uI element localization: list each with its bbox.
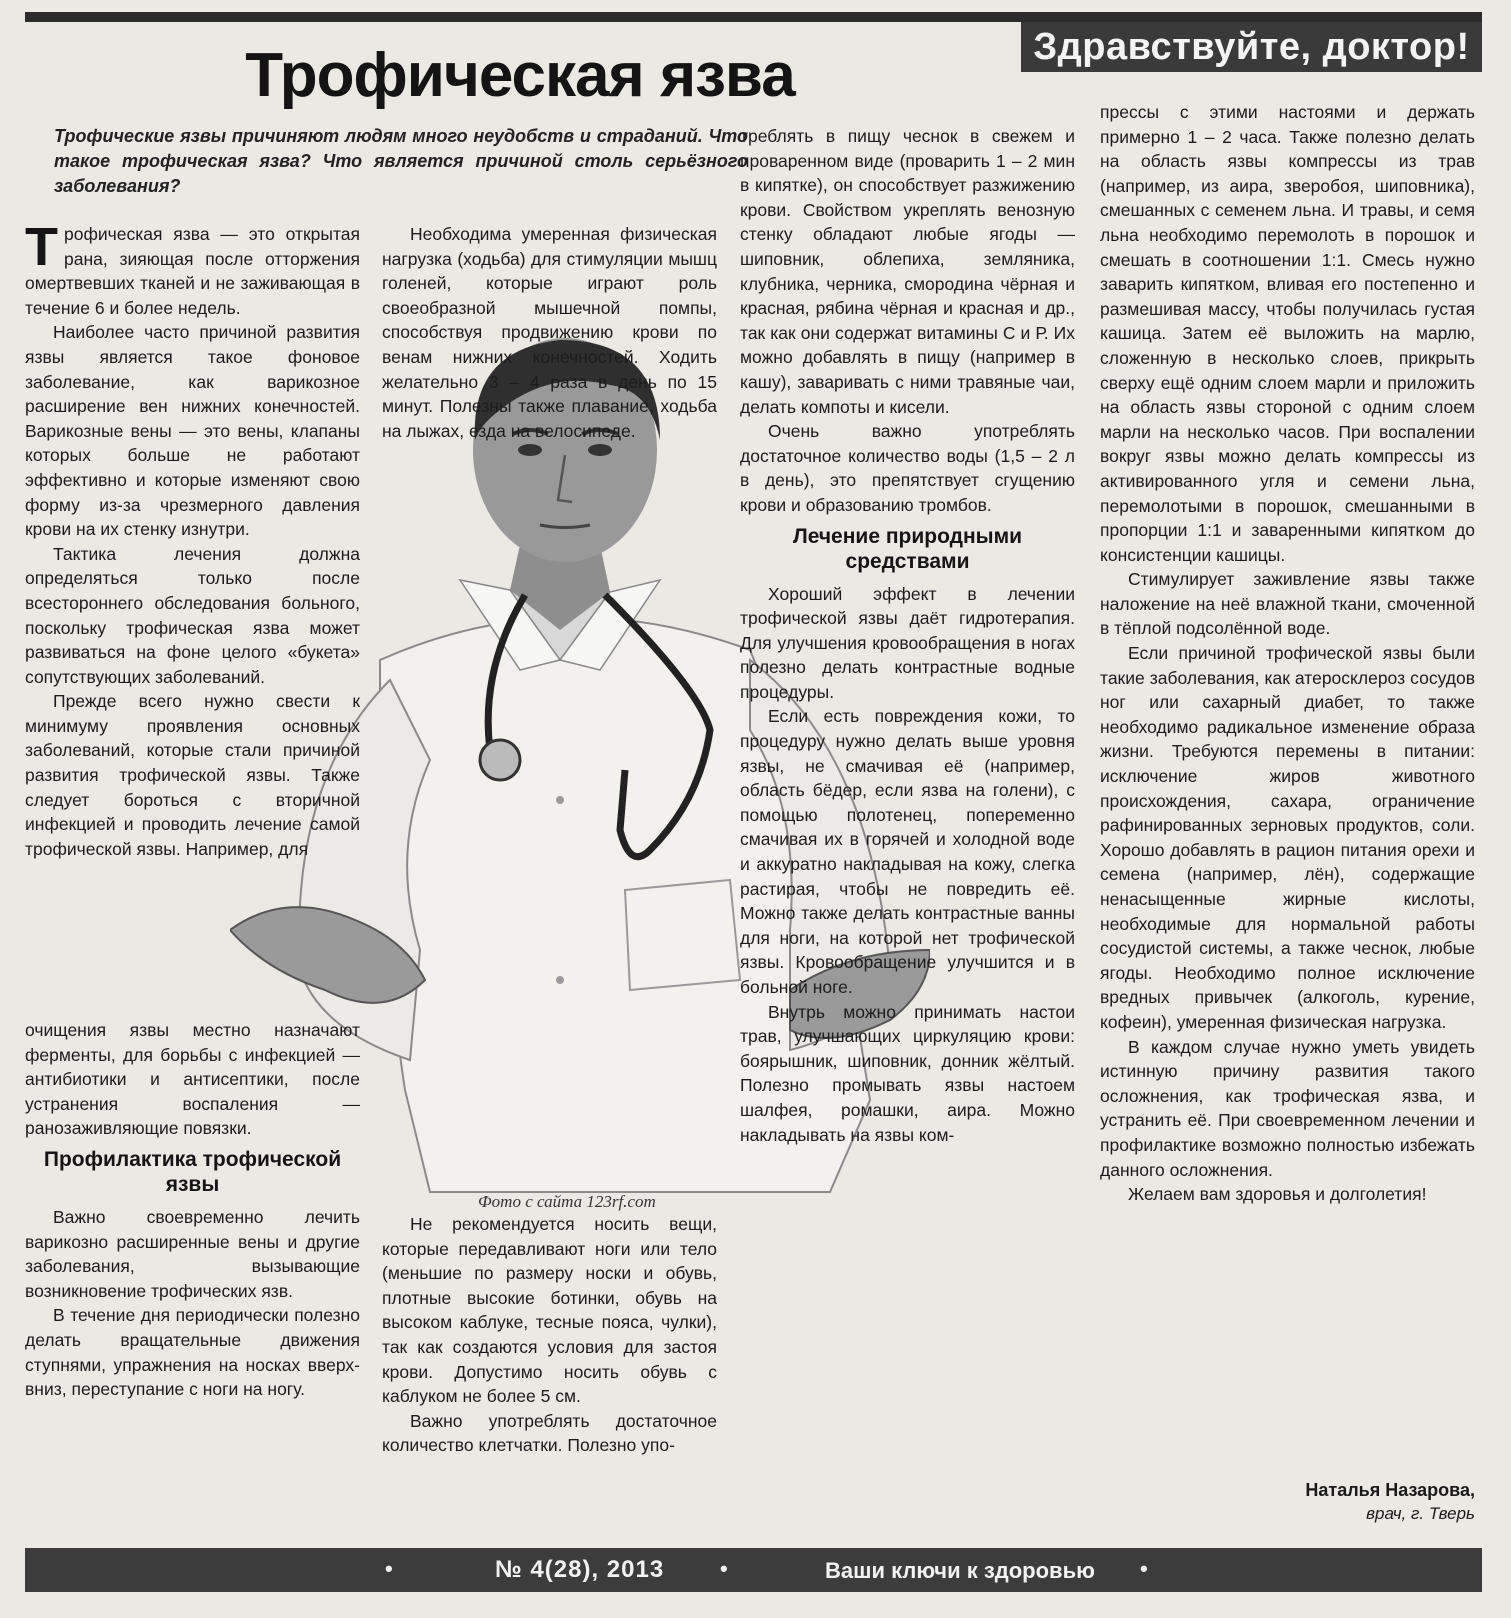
- drop-cap: Т: [25, 217, 58, 277]
- col3-paragraph-3: Хороший эффект в лечении трофической язвы даёт гидротерапия. Для улучшения кровообращения в ногах полезно делать контрастные водные процедуры.: [740, 583, 1075, 702]
- col2-paragraph-3: Важно употреблять достаточное количество клетчатки. Полезно упо-: [382, 1410, 717, 1456]
- photo-credit: Фото с сайта 123rf.com: [478, 1192, 656, 1211]
- heading-prophylaxis: Профилактика трофической язвы: [43, 1147, 342, 1196]
- headline: Трофическая язва: [245, 41, 795, 110]
- top-rule: [25, 12, 1482, 22]
- bullet-icon: •: [385, 1556, 393, 1581]
- col1-paragraph-5: очищения язвы местно назначают ферменты, для борьбы с инфекцией — антибиотики и антисептики, после устранения воспаления — ранозаживляющие повязки.: [25, 1020, 360, 1139]
- col4-paragraph-1: прессы с этими настоями и держать примерно 1 – 2 часа. Также полезно делать на область язвы компрессы из трав (например, из аира, зверобоя, шиповника), смешанных с семенем льна. И травы, и семя льна необходимо перемолоть в порошок и смешать в соотношении 1:1. Смесь нужно заварить кипятком, вливая его постепенно и размешивая массу, чтобы получилась густая кашица. Затем её выложить на марлю, сложенную в несколько слоев, прикрыть сверху ещё одним слоем марли и приложить на область язвы стороной с одним слоем марли на несколько часов. При воспалении вокруг язвы можно делать компрессы из активированного угля и семени льна, перемолотыми в порошок, смешанными в пропорции 1:1 и заваренными кипятком до консистенции кашицы.: [1100, 102, 1475, 565]
- author-role: врач, г. Тверь: [1366, 1504, 1475, 1523]
- col1-paragraph-2: Наиболее часто причиной развития язвы является такое фоновое заболевание, как варикозное расширение вен нижних конечностей. Варикозные вены — это вены, клапаны которых больше не работают эффективно и которые изменяют свою форму из-за чрезмерного давления крови на их стенку изнутри.: [25, 322, 360, 540]
- col4-paragraph-4: В каждом случае нужно уметь увидеть истинную причину развития такого осложнения, как трофическая язва, и устранить её. При своевременном лечении и профилактике возможно полностью избежать данного осложнения.: [1100, 1036, 1475, 1180]
- lead-paragraph: Трофические язвы причиняют людям много неудобств и страданий. Что такое трофическая язва? Что является причиной столь серьёзного заболевания?: [54, 126, 748, 196]
- column-2: [382, 222, 717, 443]
- col1-paragraph-1: рофическая язва — это открытая рана, зияющая после отторжения омертвевших тканей и не заживающая в течение 6 и более недель.: [25, 224, 360, 318]
- col1-paragraph-3: Тактика лечения должна определяться только после всестороннего обследования больного, поскольку трофическая язва может развиваться на фоне целого «букета» сопутствующих заболеваний.: [25, 543, 360, 687]
- column-4: [1100, 100, 1475, 1207]
- bullet-icon: •: [720, 1556, 728, 1581]
- col3-paragraph-4: Если есть повреждения кожи, то процедуру нужно делать выше уровня язвы, не смачивая её (например, область бёдер, если язва на голени), с помощью полотенец, попеременно смачивая их в горячей и холодной воде и аккуратно накладывая на кожу, слегка растирая, чтобы не повредить её. Можно также делать контрастные ванны для ноги, на которой нет трофической язвы. Кровообращение улучшится и в больной ноге.: [740, 706, 1075, 997]
- author-signature: [1130, 1478, 1475, 1526]
- col4-paragraph-3: Если причиной трофической язвы были такие заболевания, как атеросклероз сосудов ног или сахарный диабет, то также необходимо радикальное изменение образа жизни. Требуются перемены в питании: исключение жиров животного происхождения, сахара, ограничение рафинированных зерновых продуктов, соли. Хорошо добавлять в рацион питания орехи и семена (например, лён), содержащие ненасыщенные жирные кислоты, необходимые для нормальной работы сосудистой системы, а также чеснок, любые ягоды. Необходимо полное исключение вредных привычек (алкоголь, курение, кофеин), умеренная физическая нагрузка.: [1100, 643, 1475, 1032]
- rubric-banner: Здравствуйте, доктор!: [1021, 22, 1482, 72]
- column-2-bottom: [382, 1212, 717, 1458]
- col1-paragraph-7: В течение дня периодически полезно делать вращательные движения ступнями, упражнения на носках вверх-вниз, переступание с ноги на ногу.: [25, 1305, 360, 1400]
- col3-paragraph-5: Внутрь можно принимать настои трав, улучшающих циркуляцию крови: боярышник, шиповник, донник жёлтый. Полезно промывать язвы настоем шалфея, ромашки, аира. Можно накладывать на язвы ком-: [740, 1001, 1075, 1145]
- footer-slogan: Ваши ключи к здоровью: [825, 1558, 1095, 1583]
- author-name: Наталья Назарова,: [1305, 1480, 1475, 1500]
- footer-bar: [25, 1548, 1482, 1592]
- heading-natural-remedies: Лечение природными средствами: [792, 524, 1023, 573]
- col3-paragraph-2: Очень важно употреблять достаточное количество воды (1,5 – 2 л в день), это препятствует сгущению крови и образованию тромбов.: [740, 421, 1075, 515]
- bullet-icon: •: [1140, 1556, 1148, 1581]
- column-3: [740, 124, 1075, 1147]
- issue-number: № 4(28), 2013: [495, 1556, 665, 1583]
- col2-paragraph-1: Необходима умеренная физическая нагрузка (ходьба) для стимуляции мышц голеней, которые играют роль своеобразной мышечной помпы, способствуя продвижению крови по венам нижних конечностей. Ходить желательно 3 – 4 раза в день по 15 минут. Полезны также плавание, ходьба на лыжах, езда на велосипеде.: [382, 224, 717, 441]
- col2-paragraph-2: Не рекомендуется носить вещи, которые передавливают ноги или тело (меньшие по размеру носки и обувь, плотные высокие ботинки, обувь на высоком каблуке, тесные пояса, чулки), так как создаются условия для застоя крови. Допустимо носить обувь с каблуком не более 5 см.: [382, 1214, 717, 1407]
- col4-paragraph-5: Желаем вам здоровья и долголетия!: [1128, 1184, 1427, 1205]
- col1-paragraph-6: Важно своевременно лечить варикозно расширенные вены и другие заболевания, вызывающие возникновение трофических язв.: [25, 1206, 360, 1301]
- col1-paragraph-4: Прежде всего нужно свести к минимуму проявления основных заболеваний, которые стали причиной развития трофической язвы. Также следует бороться с вторичной инфекцией и проводить лечение самой трофической язвы. Например, для: [25, 691, 360, 859]
- col4-paragraph-2: Стимулирует заживление язвы также наложение на неё влажной ткани, смоченной в тёплой подсолённой воде.: [1100, 569, 1475, 639]
- column-1: [25, 217, 360, 861]
- column-1-continuation: [25, 1018, 360, 1402]
- col3-paragraph-1: треблять в пищу чеснок в свежем и проваренном виде (проварить 1 – 2 мин в кипятке), он способствует разжижению крови. Свойством укреплять венозную стенку обладают любые ягоды — шиповник, облепиха, земляника, клубника, черника, смородина чёрная и красная, рябина чёрная и красная и др., так как они содержат витамины С и Р. Их можно добавлять в пищу (например в кашу), заваривать с ними травяные чаи, делать компоты и кисели.: [740, 126, 1075, 417]
